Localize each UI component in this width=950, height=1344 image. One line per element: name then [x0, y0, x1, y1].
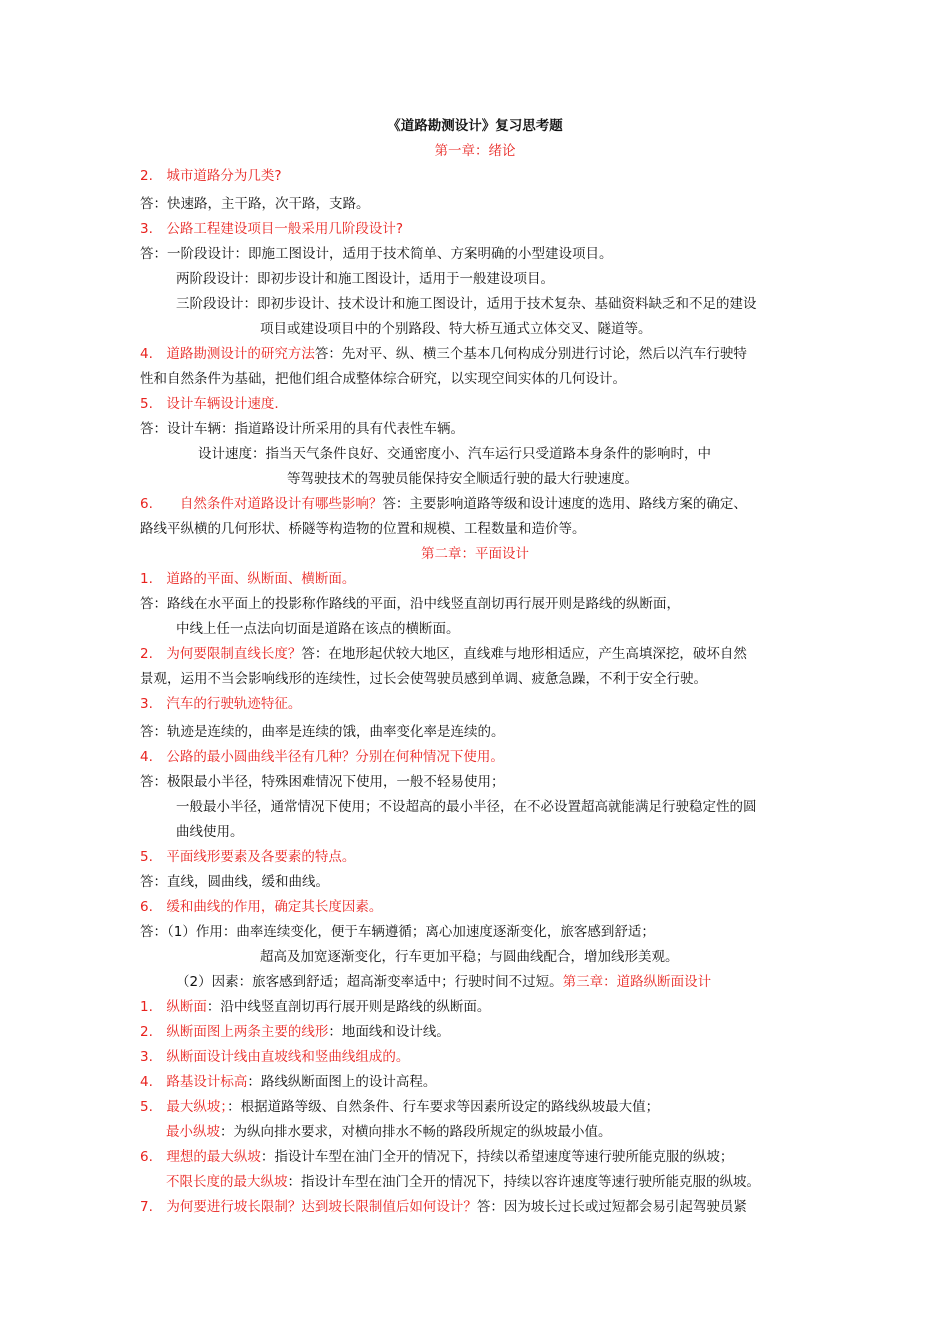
answer: 答：快速路，主干路，次干路，支路。: [140, 196, 370, 212]
answer: ：地面线和设计线。: [328, 1024, 450, 1040]
question: 7. 为何要进行坡长限制？达到坡长限制值后如何设计？: [140, 1199, 477, 1215]
question: 1. 道路的平面、纵断面、横断面。: [140, 571, 356, 587]
question: 4. 道路勘测设计的研究方法: [140, 346, 315, 362]
qa-line: [140, 345, 747, 363]
answer: ：根据道路等级、自然条件、行车要求等因素所设定的路线纵坡最大值；: [227, 1099, 660, 1115]
answer: 超高及加宽逐渐变化，行车更加平稳；与圆曲线配合，增加线形美观。: [260, 949, 679, 965]
question: 最小纵坡: [166, 1124, 220, 1140]
answer: 答：轨迹是连续的，曲率是连续的饿，曲率变化率是连续的。: [140, 724, 505, 740]
chapter-1-heading: 第一章：绪论: [434, 143, 516, 159]
question: 2. 纵断面图上两条主要的线形: [140, 1024, 329, 1040]
question: 4. 公路的最小圆曲线半径有几种？分别在何种情况下使用。: [140, 749, 504, 765]
qa-line: [140, 1073, 436, 1091]
answer: 三阶段设计：即初步设计、技术设计和施工图设计，适用于技术复杂、基础资料缺乏和不足的建设: [176, 296, 757, 312]
answer: 答：路线在水平面上的投影称作路线的平面，沿中线竖直剖切再行展开则是路线的纵断面，: [140, 596, 680, 612]
qa-line: [140, 1098, 659, 1116]
qa-line: [176, 973, 711, 991]
qa-line: [140, 1148, 733, 1166]
answer: 路线平纵横的几何形状、桥隧等构造物的位置和规模、工程数量和造价等。: [140, 521, 586, 537]
question: 5. 设计车辆设计速度.: [140, 396, 279, 412]
qa-line: [140, 1198, 747, 1216]
answer: 一般最小半径，通常情况下使用；不设超高的最小半径，在不必设置超高就能满足行驶稳定性的圆: [176, 799, 757, 815]
answer: 曲线使用。: [176, 824, 244, 840]
answer: 等驾驶技术的驾驶员能保持安全顺适行驶的最大行驶速度。: [287, 471, 638, 487]
answer: 答：设计车辆：指道路设计所采用的具有代表性车辆。: [140, 421, 464, 437]
question: 2. 城市道路分为几类?: [140, 168, 282, 184]
answer: （2）因素：旅客感到舒适；超高渐变率适中；行驶时间不过短。: [176, 974, 563, 990]
answer: ：路线纵断面图上的设计高程。: [247, 1074, 437, 1090]
answer: ：指设计车型在油门全开的情况下，持续以容许速度等速行驶所能克服的纵坡。: [287, 1174, 760, 1190]
question: 6. 自然条件对道路设计有哪些影响？: [140, 496, 383, 512]
doc-title: 《道路勘测设计》复习思考题: [387, 118, 563, 134]
qa-line: [140, 998, 490, 1016]
question: 3. 公路工程建设项目一般采用几阶段设计?: [140, 221, 404, 237]
question: 5. 平面线形要素及各要素的特点。: [140, 849, 356, 865]
question: 6. 缓和曲线的作用，确定其长度因素。: [140, 899, 383, 915]
answer: 景观，运用不当会影响线形的连续性，过长会使驾驶员感到单调、疲惫急躁，不利于安全行驶。: [140, 671, 707, 687]
answer: 答：在地形起伏较大地区，直线难与地形相适应，产生高填深挖，破坏自然: [301, 646, 747, 662]
answer: 两阶段设计：即初步设计和施工图设计，适用于一般建设项目。: [176, 271, 554, 287]
answer: ：指设计车型在油门全开的情况下，持续以希望速度等速行驶所能克服的纵坡；: [260, 1149, 734, 1165]
answer: 中线上任一点法向切面是道路在该点的横断面。: [176, 621, 460, 637]
question: 3. 汽车的行驶轨迹特征。: [140, 696, 302, 712]
answer: 答：先对平、纵、横三个基本几何构成分别进行讨论，然后以汽车行驶特: [314, 346, 747, 362]
question: 5. 最大纵坡: [140, 1099, 221, 1115]
question: 2. 为何要限制直线长度？: [140, 646, 302, 662]
qa-line: [140, 1023, 450, 1041]
qa-line: [140, 495, 747, 513]
answer: ：为纵向排水要求，对横向排水不畅的路段所规定的纵坡最小值。: [220, 1124, 612, 1140]
answer: 答：（1）作用：曲率连续变化，便于车辆遵循；离心加速度逐渐变化，旅客感到舒适；: [140, 924, 655, 940]
answer: 答：极限最小半径，特殊困难情况下使用，一般不轻易使用；: [140, 774, 505, 790]
qa-line: [140, 645, 747, 663]
answer: 答：一阶段设计：即施工图设计，适用于技术简单、方案明确的小型建设项目。: [140, 246, 613, 262]
answer: ：沿中线竖直剖切再行展开则是路线的纵断面。: [206, 999, 491, 1015]
question: 6. 理想的最大纵坡: [140, 1149, 261, 1165]
chapter-3-heading: 第三章：道路纵断面设计: [562, 974, 712, 990]
answer: 性和自然条件为基础，把他们组合成整体综合研究，以实现空间实体的几何设计。: [140, 371, 626, 387]
answer: 答：因为坡长过长或过短都会易引起驾驶员紧: [476, 1199, 747, 1215]
question: 4. 路基设计标高: [140, 1074, 248, 1090]
qa-line: [166, 1123, 612, 1141]
question: 1. 纵断面: [140, 999, 207, 1015]
question: 不限长度的最大纵坡: [166, 1174, 288, 1190]
answer: 答：直线，圆曲线，缓和曲线。: [140, 874, 329, 890]
answer: 答：主要影响道路等级和设计速度的选用、路线方案的确定、: [382, 496, 747, 512]
qa-line: [166, 1173, 760, 1191]
answer: 项目或建设项目中的个别路段、特大桥互通式立体交叉、隧道等。: [260, 321, 652, 337]
answer: 设计速度：指当天气条件良好、交通密度小、汽车运行只受道路本身条件的影响时，中: [198, 446, 711, 462]
question: ；: [220, 1099, 228, 1115]
chapter-2-heading: 第二章：平面设计: [421, 546, 529, 562]
question: 3. 纵断面设计线由直坡线和竖曲线组成的。: [140, 1049, 410, 1065]
